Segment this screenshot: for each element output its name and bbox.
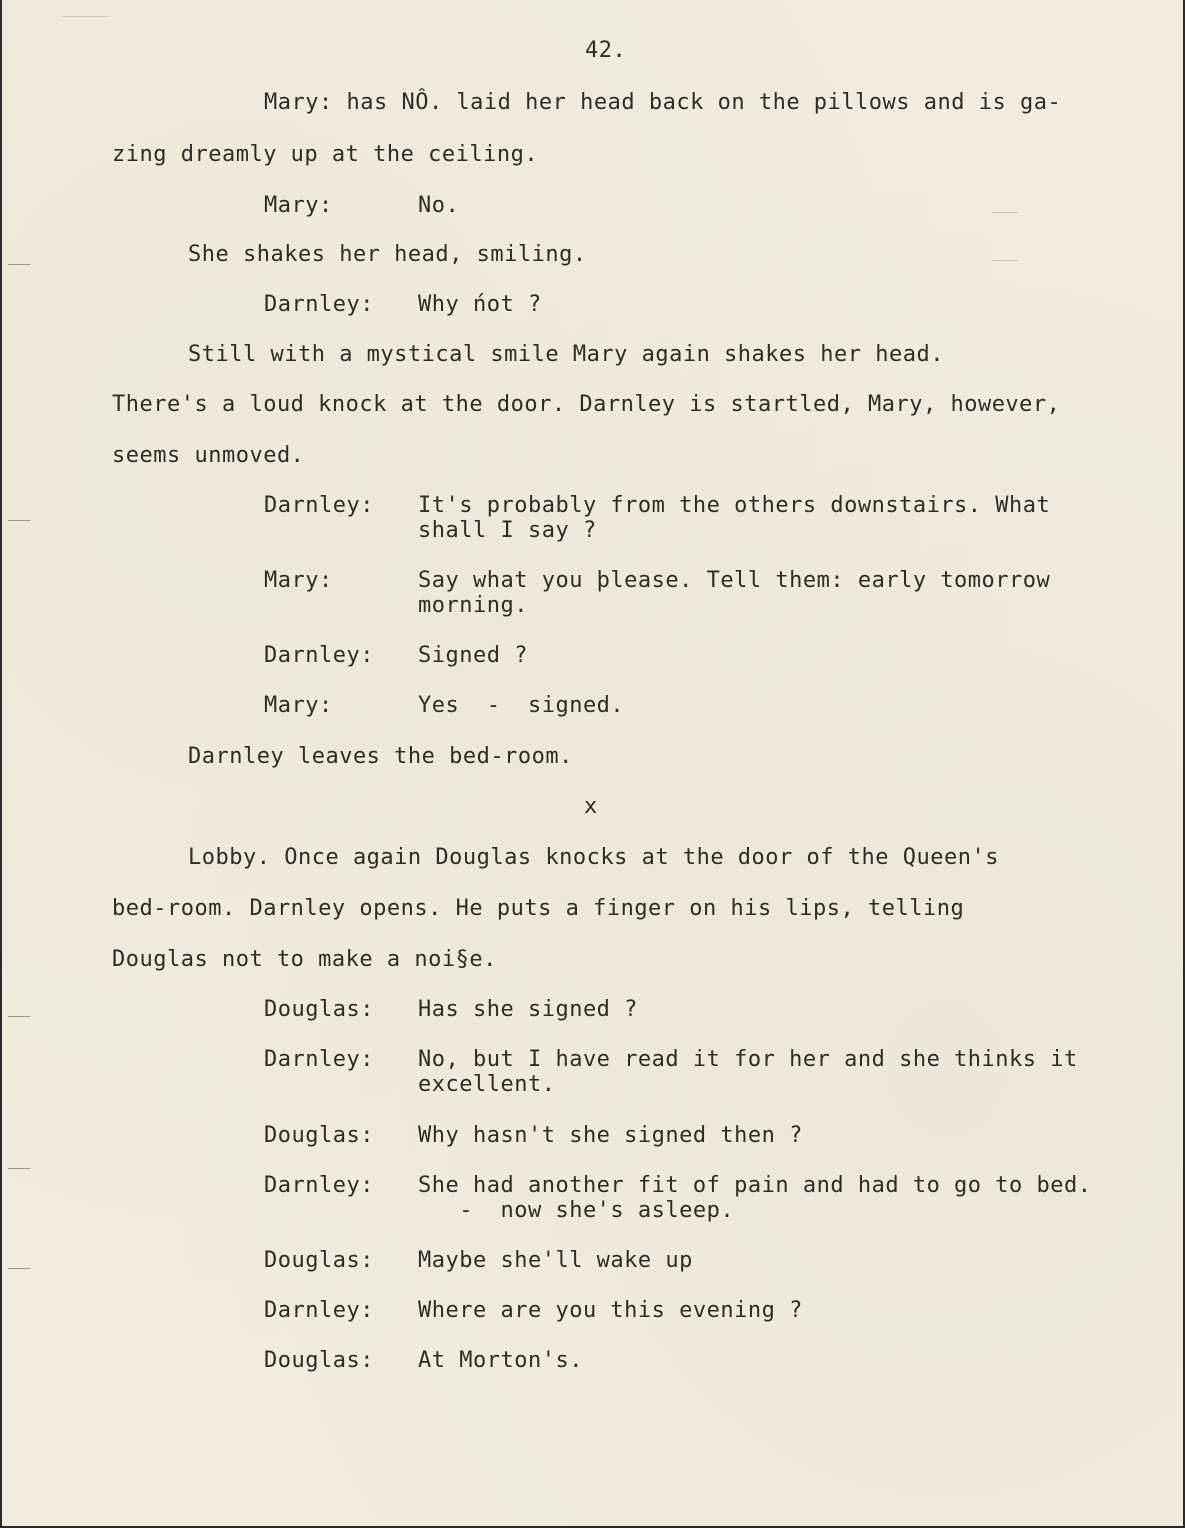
speaker-name: Douglas: [264, 997, 374, 1022]
page-number: 42. [585, 38, 627, 63]
paragraph-line: Mary: has NÔ. laid her head back on the pillows and is ga- [264, 90, 1062, 115]
smudge [992, 212, 1018, 213]
speaker-name: Darnley: [264, 292, 374, 317]
speech-line: Say what you þlease. Tell them: early tomorrow [418, 568, 1051, 593]
paragraph-line: seems unmoved. [112, 443, 305, 468]
paragraph-line: Darnley leaves the bed-room. [188, 744, 573, 769]
paragraph-line: Still with a mystical smile Mary again shakes her head. [188, 342, 944, 367]
speaker-name: Darnley: [264, 1047, 374, 1072]
paragraph-line: Lobby. Once again Douglas knocks at the door of the Queen's [188, 845, 999, 870]
paragraph-line: zing dreamly up at the ceiling. [112, 142, 539, 167]
speaker-name: Darnley: [264, 1173, 374, 1198]
speech-line: morning. [418, 593, 528, 618]
margin-mark [8, 1016, 30, 1017]
speech-line: Why hasn't she signed then ? [418, 1123, 803, 1148]
speaker-name: Darnley: [264, 1298, 374, 1323]
speaker-name: Mary: [264, 693, 333, 718]
speech-line: No. [418, 193, 460, 218]
margin-mark [8, 1168, 30, 1169]
speaker-name: Douglas: [264, 1123, 374, 1148]
speech-line: excellent. [418, 1072, 556, 1097]
margin-mark [8, 264, 30, 265]
scene-separator: x [584, 794, 598, 819]
speech-line: shall I say ? [418, 518, 597, 543]
speech-line: - now she's asleep. [418, 1198, 735, 1223]
speech-line: She had another fit of pain and had to go to bed. [418, 1173, 1092, 1198]
speaker-name: Darnley: [264, 643, 374, 668]
speaker-name: Douglas: [264, 1248, 374, 1273]
speech-line: At Morton's. [418, 1348, 583, 1373]
paragraph-line: Douglas not to make a noi§e. [112, 947, 497, 972]
speech-line: No, but I have read it for her and she thinks it [418, 1047, 1078, 1072]
margin-mark [8, 1268, 30, 1269]
smudge [62, 16, 108, 17]
speech-line: Yes - signed. [418, 693, 625, 718]
paragraph-line: There's a loud knock at the door. Darnley is startled, Mary, however, [112, 392, 1061, 417]
speech-line: Why ńot ? [418, 292, 542, 317]
margin-mark [8, 520, 30, 521]
paragraph-line: She shakes her head, smiling. [188, 242, 587, 267]
paragraph-line: bed-room. Darnley opens. He puts a finger on his lips, telling [112, 896, 965, 921]
smudge [992, 260, 1018, 261]
speaker-name: Mary: [264, 193, 333, 218]
speaker-name: Darnley: [264, 493, 374, 518]
speech-line: Signed ? [418, 643, 528, 668]
speaker-name: Mary: [264, 568, 333, 593]
speaker-name: Douglas: [264, 1348, 374, 1373]
speech-line: It's probably from the others downstairs. What [418, 493, 1051, 518]
speech-line: Has she signed ? [418, 997, 638, 1022]
speech-line: Where are you this evening ? [418, 1298, 803, 1323]
speech-line: Maybe she'll wake up [418, 1248, 693, 1273]
typed-page [2, 0, 1183, 1526]
